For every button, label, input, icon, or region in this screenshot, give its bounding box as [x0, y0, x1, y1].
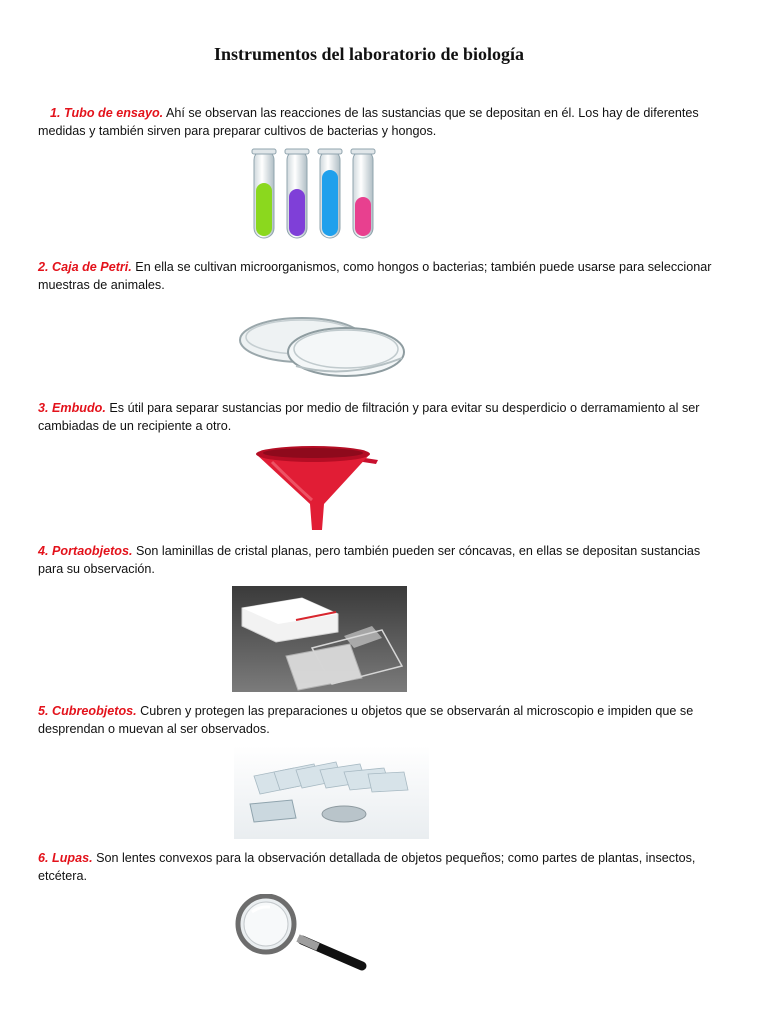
cover-slips-image: [234, 746, 429, 839]
item-description: En ella se cultivan microorganismos, como hongos o bacterias; también puede usarse para seleccionar muestras de animales.: [38, 260, 712, 292]
item-description: Ahí se observan las reacciones de las sustancias que se depositan en él. Los hay de diferentes medidas y también sirven para preparar cultivos de bacterias y hongos.: [38, 106, 699, 138]
microscope-slides-image: [232, 586, 407, 692]
item-description: Son laminillas de cristal planas, pero también pueden ser cóncavas, en ellas se depositan sustancias para su observación.: [38, 544, 701, 576]
item-cubreobjetos: [38, 702, 728, 738]
item-label: 1. Tubo de ensayo.: [50, 106, 164, 120]
petri-dish-image: [234, 306, 410, 384]
item-label: 2. Caja de Petri.: [38, 260, 132, 274]
item-caja-de-petri: [38, 258, 728, 294]
item-description: Es útil para separar sustancias por medio de filtración y para evitar su desperdicio o derramamiento al ser cambiadas de un recipiente a otro.: [38, 401, 700, 433]
document-title: Instrumentos del laboratorio de biología: [213, 44, 524, 64]
item-portaobjetos: [38, 542, 728, 578]
item-label: 5. Cubreobjetos.: [38, 704, 137, 718]
magnifying-glass-image: [222, 894, 370, 972]
item-tubo-de-ensayo: [38, 104, 728, 140]
item-description: Son lentes convexos para la observación detallada de objetos pequeños; como partes de plantas, insectos, etcétera.: [38, 851, 696, 883]
item-label: 4. Portaobjetos.: [38, 544, 133, 558]
item-description: Cubren y protegen las preparaciones u objetos que se observarán al microscopio e impiden que se desprendan o muevan al ser observados.: [38, 704, 694, 736]
item-label: 6. Lupas.: [38, 851, 93, 865]
item-label: 3. Embudo.: [38, 401, 106, 415]
funnel-image: [252, 444, 382, 532]
item-embudo: [38, 399, 728, 435]
item-lupas: [38, 849, 728, 885]
test-tubes-image: [244, 145, 384, 243]
